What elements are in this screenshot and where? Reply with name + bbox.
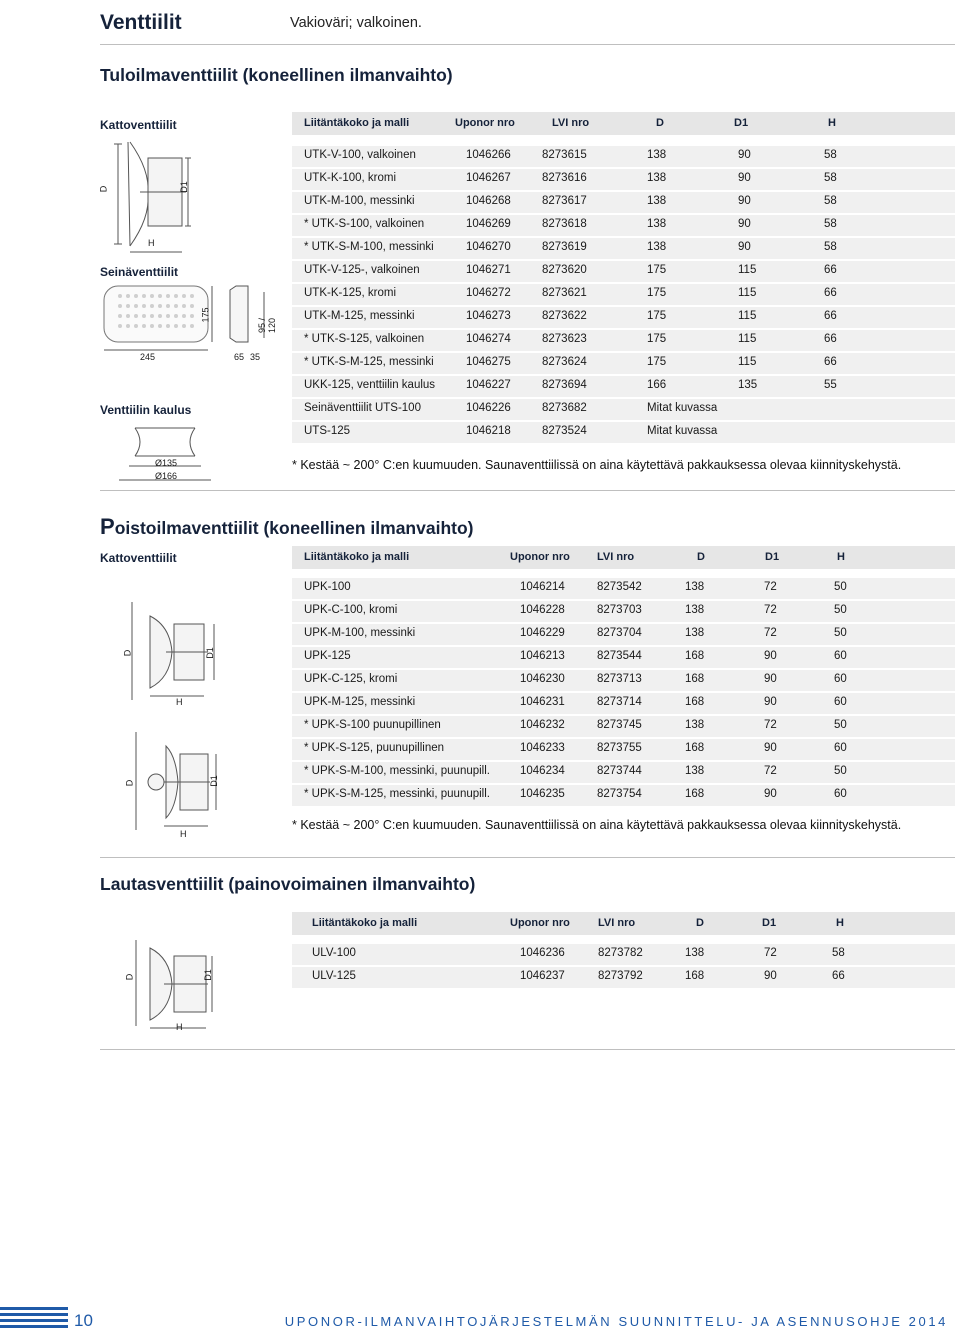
table-cell: 166 bbox=[647, 379, 667, 391]
table-cell: 8273792 bbox=[598, 970, 643, 982]
table-row bbox=[292, 192, 955, 213]
table-cell: 1046268 bbox=[466, 195, 511, 207]
label-kattoventtiilit-2: Kattoventtiilit bbox=[100, 551, 177, 565]
table-cell: 1046271 bbox=[466, 264, 511, 276]
table-cell: 8273714 bbox=[597, 696, 642, 708]
seinaventtiili-drawing bbox=[100, 282, 280, 362]
table-cell: UPK-M-125, messinki bbox=[304, 696, 416, 708]
table-cell: 66 bbox=[824, 356, 837, 368]
table-cell: 90 bbox=[764, 650, 777, 662]
table-cell: 58 bbox=[824, 218, 837, 230]
table-cell: 138 bbox=[647, 172, 667, 184]
dim-d1: D1 bbox=[204, 647, 215, 659]
dim-d1: D1 bbox=[178, 181, 189, 193]
table-cell: 8273713 bbox=[597, 673, 642, 685]
table-cell: UTK-V-125-, valkoinen bbox=[304, 264, 420, 276]
label-seinaventtiilit: Seinäventtiilit bbox=[100, 265, 179, 279]
table-cell: 8273682 bbox=[542, 402, 587, 414]
section1-title: Tuloilmaventtiilit (koneellinen ilmanvaihto) bbox=[100, 65, 453, 85]
table-cell: 175 bbox=[647, 287, 667, 299]
col-header: D1 bbox=[734, 117, 749, 129]
table-cell: 1046228 bbox=[520, 604, 565, 616]
table-cell: 138 bbox=[647, 195, 667, 207]
table-cell: 90 bbox=[764, 970, 777, 982]
table-cell: UPK-C-100, kromi bbox=[304, 604, 398, 616]
table-cell: 8273755 bbox=[597, 742, 642, 754]
table-cell: Seinäventtiilit UTS-100 bbox=[304, 402, 421, 414]
table-row bbox=[292, 261, 955, 282]
section2-table-header bbox=[292, 546, 955, 569]
table-cell: UTK-M-100, messinki bbox=[304, 195, 415, 207]
col-header: Uponor nro bbox=[510, 917, 570, 929]
footer-title: UPONOR-ILMANVAIHTOJÄRJESTELMÄN SUUNNITTELU- JA ASENNUSOHJE 2014 bbox=[284, 1314, 948, 1329]
table-cell: 72 bbox=[764, 627, 777, 639]
table-row bbox=[292, 967, 955, 988]
table-cell: 1046232 bbox=[520, 719, 565, 731]
table-cell: 50 bbox=[834, 719, 847, 731]
table-cell: 175 bbox=[647, 333, 667, 345]
table-cell: 58 bbox=[824, 172, 837, 184]
section2-title-rest: oistoilmaventtiilit (koneellinen ilmanvaihto) bbox=[114, 518, 474, 538]
table-cell: 58 bbox=[832, 947, 845, 959]
table-row bbox=[292, 238, 955, 259]
table-cell: 168 bbox=[685, 970, 705, 982]
col-header: Liitäntäkoko ja malli bbox=[312, 917, 418, 929]
kaulus-drawing bbox=[115, 418, 225, 486]
section3-divider bbox=[100, 1049, 955, 1050]
table-cell: 90 bbox=[738, 241, 751, 253]
col-header: Uponor nro bbox=[510, 551, 570, 563]
table-cell: 8273624 bbox=[542, 356, 587, 368]
label-kattoventtiilit: Kattoventtiilit bbox=[100, 118, 177, 132]
table-row bbox=[292, 762, 955, 783]
dim-d166: Ø166 bbox=[155, 471, 178, 481]
col-header: H bbox=[836, 917, 844, 929]
table-cell: 175 bbox=[647, 356, 667, 368]
table-row bbox=[292, 330, 955, 351]
table-cell: 1046231 bbox=[520, 696, 565, 708]
table-cell: 60 bbox=[834, 788, 847, 800]
table-cell: 1046213 bbox=[520, 650, 565, 662]
col-header: D bbox=[696, 917, 704, 929]
table-cell: Mitat kuvassa bbox=[647, 402, 718, 414]
table-row bbox=[292, 284, 955, 305]
section2-title-initial: P bbox=[100, 514, 115, 539]
table-cell: 50 bbox=[834, 604, 847, 616]
dim-d: D bbox=[124, 973, 135, 981]
dim-d: D bbox=[122, 649, 133, 657]
table-cell: 1046236 bbox=[520, 947, 565, 959]
table-cell: 72 bbox=[764, 581, 777, 593]
table-cell: 58 bbox=[824, 149, 837, 161]
section1-divider bbox=[100, 490, 955, 491]
table-cell: 1046274 bbox=[466, 333, 511, 345]
table-cell: 1046233 bbox=[520, 742, 565, 754]
table-cell: 8273615 bbox=[542, 149, 587, 161]
table-cell: UKK-125, venttiilin kaulus bbox=[304, 379, 436, 391]
table-cell: 66 bbox=[824, 287, 837, 299]
dim-d1: D1 bbox=[202, 969, 213, 981]
table-cell: 1046270 bbox=[466, 241, 511, 253]
table-cell: 90 bbox=[764, 742, 777, 754]
dim-65: 65 bbox=[234, 352, 245, 362]
section2-title bbox=[100, 514, 474, 540]
table-cell: 72 bbox=[764, 719, 777, 731]
dim-h: H bbox=[180, 829, 187, 839]
table-cell: 50 bbox=[834, 765, 847, 777]
dim-d1: D1 bbox=[208, 775, 219, 787]
table-cell: 8273616 bbox=[542, 172, 587, 184]
poistoventtiili-drawing-1 bbox=[120, 596, 230, 706]
table-cell: 168 bbox=[685, 673, 705, 685]
table-cell: 8273524 bbox=[542, 425, 587, 437]
section2-note: * Kestää ~ 200° C:en kuumuuden. Saunaventtiilissä on aina käytettävä pakkauksessa olevaa kiinnityskehystä. bbox=[292, 818, 902, 832]
table-cell: UTK-K-125, kromi bbox=[304, 287, 397, 299]
table-cell: 1046272 bbox=[466, 287, 511, 299]
table-cell: 8273623 bbox=[542, 333, 587, 345]
table-cell: Mitat kuvassa bbox=[647, 425, 718, 437]
table-cell: 66 bbox=[824, 310, 837, 322]
table-cell: 1046234 bbox=[520, 765, 565, 777]
table-cell: 115 bbox=[738, 264, 757, 276]
table-cell: 138 bbox=[647, 218, 667, 230]
table-cell: * UTK-S-125, valkoinen bbox=[304, 333, 425, 345]
col-header: D bbox=[656, 117, 664, 129]
table-cell: 1046275 bbox=[466, 356, 511, 368]
table-cell: ULV-100 bbox=[312, 947, 356, 959]
table-cell: UPK-M-100, messinki bbox=[304, 627, 416, 639]
table-row bbox=[292, 944, 955, 965]
table-cell: 50 bbox=[834, 581, 847, 593]
table-cell: 50 bbox=[834, 627, 847, 639]
table-cell: 1046218 bbox=[466, 425, 511, 437]
table-row bbox=[292, 670, 955, 691]
table-cell: 8273620 bbox=[542, 264, 587, 276]
table-cell: 8273744 bbox=[597, 765, 642, 777]
col-header: LVI nro bbox=[598, 917, 636, 929]
table-cell: 60 bbox=[834, 742, 847, 754]
page-subtitle: Vakioväri; valkoinen. bbox=[290, 15, 422, 31]
table-cell: 168 bbox=[685, 650, 705, 662]
table-cell: 8273621 bbox=[542, 287, 587, 299]
table-cell: 8273619 bbox=[542, 241, 587, 253]
table-cell: 115 bbox=[738, 287, 757, 299]
table-cell: 60 bbox=[834, 650, 847, 662]
table-cell: 138 bbox=[685, 947, 705, 959]
table-row bbox=[292, 215, 955, 236]
table-cell: * UTK-S-M-125, messinki bbox=[304, 356, 434, 368]
table-cell: 58 bbox=[824, 195, 837, 207]
table-cell: 168 bbox=[685, 742, 705, 754]
table-cell: 1046226 bbox=[466, 402, 511, 414]
table-row bbox=[292, 716, 955, 737]
table-cell: * UPK-S-M-100, messinki, puunupill. bbox=[304, 765, 490, 777]
dim-h: H bbox=[176, 1022, 183, 1032]
section3-table-header bbox=[292, 912, 955, 935]
table-cell: 8273745 bbox=[597, 719, 642, 731]
table-cell: 1046229 bbox=[520, 627, 565, 639]
table-cell: * UPK-S-M-125, messinki, puunupill. bbox=[304, 788, 490, 800]
table-cell: 175 bbox=[647, 310, 667, 322]
table-cell: 90 bbox=[738, 149, 751, 161]
table-cell: 60 bbox=[834, 696, 847, 708]
table-cell: 1046267 bbox=[466, 172, 511, 184]
table-cell: 60 bbox=[834, 673, 847, 685]
table-row bbox=[292, 693, 955, 714]
section1-table-header bbox=[292, 112, 955, 135]
table-cell: 72 bbox=[764, 604, 777, 616]
table-cell: 90 bbox=[738, 218, 751, 230]
table-cell: 90 bbox=[764, 696, 777, 708]
table-cell: 1046227 bbox=[466, 379, 511, 391]
lautasventtiili-drawing bbox=[120, 930, 230, 1040]
section1-note: * Kestää ~ 200° C:en kuumuuden. Saunaventtiilissä on aina käytettävä pakkauksessa olevaa kiinnityskehystä. bbox=[292, 458, 902, 472]
table-row bbox=[292, 739, 955, 760]
table-cell: 1046269 bbox=[466, 218, 511, 230]
col-header: D1 bbox=[765, 551, 780, 563]
table-cell: 8273622 bbox=[542, 310, 587, 322]
dim-175: 175 bbox=[200, 307, 211, 323]
page-title: Venttiilit bbox=[100, 11, 182, 34]
table-cell: 8273703 bbox=[597, 604, 642, 616]
table-row bbox=[292, 624, 955, 645]
table-cell: 8273618 bbox=[542, 218, 587, 230]
col-header: H bbox=[837, 551, 845, 563]
table-row bbox=[292, 307, 955, 328]
table-cell: 8273617 bbox=[542, 195, 587, 207]
table-cell: 8273782 bbox=[598, 947, 643, 959]
col-header: Liitäntäkoko ja malli bbox=[304, 551, 410, 563]
table-row bbox=[292, 647, 955, 668]
table-cell: 138 bbox=[685, 581, 705, 593]
dim-d135: Ø135 bbox=[155, 458, 178, 468]
table-row bbox=[292, 399, 955, 420]
table-row bbox=[292, 601, 955, 622]
col-header: LVI nro bbox=[597, 551, 635, 563]
table-cell: 138 bbox=[647, 241, 667, 253]
col-header: D1 bbox=[762, 917, 777, 929]
col-header: Liitäntäkoko ja malli bbox=[304, 117, 410, 129]
table-cell: 168 bbox=[685, 696, 705, 708]
table-cell: 66 bbox=[824, 264, 837, 276]
table-cell: 90 bbox=[764, 673, 777, 685]
table-cell: UTS-125 bbox=[304, 425, 351, 437]
table-row bbox=[292, 422, 955, 443]
table-cell: 138 bbox=[685, 765, 705, 777]
col-header: D bbox=[697, 551, 705, 563]
table-cell: 138 bbox=[647, 149, 667, 161]
table-cell: 138 bbox=[685, 604, 705, 616]
table-row bbox=[292, 146, 955, 167]
table-cell: UTK-K-100, kromi bbox=[304, 172, 397, 184]
table-cell: UPK-125 bbox=[304, 650, 351, 662]
table-cell: 8273694 bbox=[542, 379, 587, 391]
table-cell: 8273704 bbox=[597, 627, 642, 639]
table-cell: 115 bbox=[738, 333, 757, 345]
table-cell: 168 bbox=[685, 788, 705, 800]
header-divider bbox=[100, 44, 955, 45]
table-row bbox=[292, 376, 955, 397]
dim-d: D bbox=[98, 185, 109, 193]
poistoventtiili-drawing-2 bbox=[120, 726, 230, 839]
table-cell: UTK-V-100, valkoinen bbox=[304, 149, 416, 161]
dim-h: H bbox=[148, 238, 155, 248]
table-cell: 1046273 bbox=[466, 310, 511, 322]
table-cell: * UPK-S-125, puunupillinen bbox=[304, 742, 445, 754]
table-cell: UTK-M-125, messinki bbox=[304, 310, 415, 322]
col-header: LVI nro bbox=[552, 117, 590, 129]
dim-245: 245 bbox=[140, 352, 156, 362]
table-cell: 72 bbox=[764, 947, 777, 959]
dim-d: D bbox=[124, 779, 135, 787]
label-venttiilin-kaulus: Venttiilin kaulus bbox=[100, 403, 192, 417]
table-cell: 66 bbox=[832, 970, 845, 982]
table-row bbox=[292, 169, 955, 190]
section3-title: Lautasventtiilit (painovoimainen ilmanvaihto) bbox=[100, 874, 476, 894]
table-row bbox=[292, 353, 955, 374]
col-header: Uponor nro bbox=[455, 117, 515, 129]
table-cell: 90 bbox=[764, 788, 777, 800]
dim-35: 35 bbox=[250, 352, 261, 362]
table-cell: * UTK-S-M-100, messinki bbox=[304, 241, 434, 253]
page-number: 10 bbox=[74, 1311, 93, 1330]
table-cell: 1046230 bbox=[520, 673, 565, 685]
table-cell: 1046214 bbox=[520, 581, 565, 593]
dim-h: H bbox=[176, 697, 183, 707]
table-cell: * UTK-S-100, valkoinen bbox=[304, 218, 425, 230]
table-cell: ULV-125 bbox=[312, 970, 356, 982]
table-cell: 90 bbox=[738, 195, 751, 207]
table-cell: 175 bbox=[647, 264, 667, 276]
dim-95-120: 95 / 120 bbox=[257, 317, 277, 333]
table-row bbox=[292, 578, 955, 599]
col-header: H bbox=[828, 117, 836, 129]
table-cell: 66 bbox=[824, 333, 837, 345]
table-cell: 8273544 bbox=[597, 650, 642, 662]
table-row bbox=[292, 785, 955, 806]
table-cell: 1046266 bbox=[466, 149, 511, 161]
table-cell: 115 bbox=[738, 356, 757, 368]
table-cell: 1046235 bbox=[520, 788, 565, 800]
table-cell: 72 bbox=[764, 765, 777, 777]
table-cell: 90 bbox=[738, 172, 751, 184]
table-cell: * UPK-S-100 puunupillinen bbox=[304, 719, 441, 731]
table-cell: 8273542 bbox=[597, 581, 642, 593]
table-cell: 135 bbox=[738, 379, 758, 391]
table-cell: 138 bbox=[685, 719, 705, 731]
table-cell: 8273754 bbox=[597, 788, 642, 800]
table-cell: 115 bbox=[738, 310, 757, 322]
table-cell: 58 bbox=[824, 241, 837, 253]
table-cell: UPK-C-125, kromi bbox=[304, 673, 398, 685]
table-cell: 1046237 bbox=[520, 970, 565, 982]
table-cell: 55 bbox=[824, 379, 837, 391]
section2-divider bbox=[100, 857, 955, 858]
table-cell: 138 bbox=[685, 627, 705, 639]
footer-stripes bbox=[0, 1305, 68, 1331]
table-cell: UPK-100 bbox=[304, 581, 351, 593]
kattoventtiili-drawing bbox=[100, 140, 210, 260]
